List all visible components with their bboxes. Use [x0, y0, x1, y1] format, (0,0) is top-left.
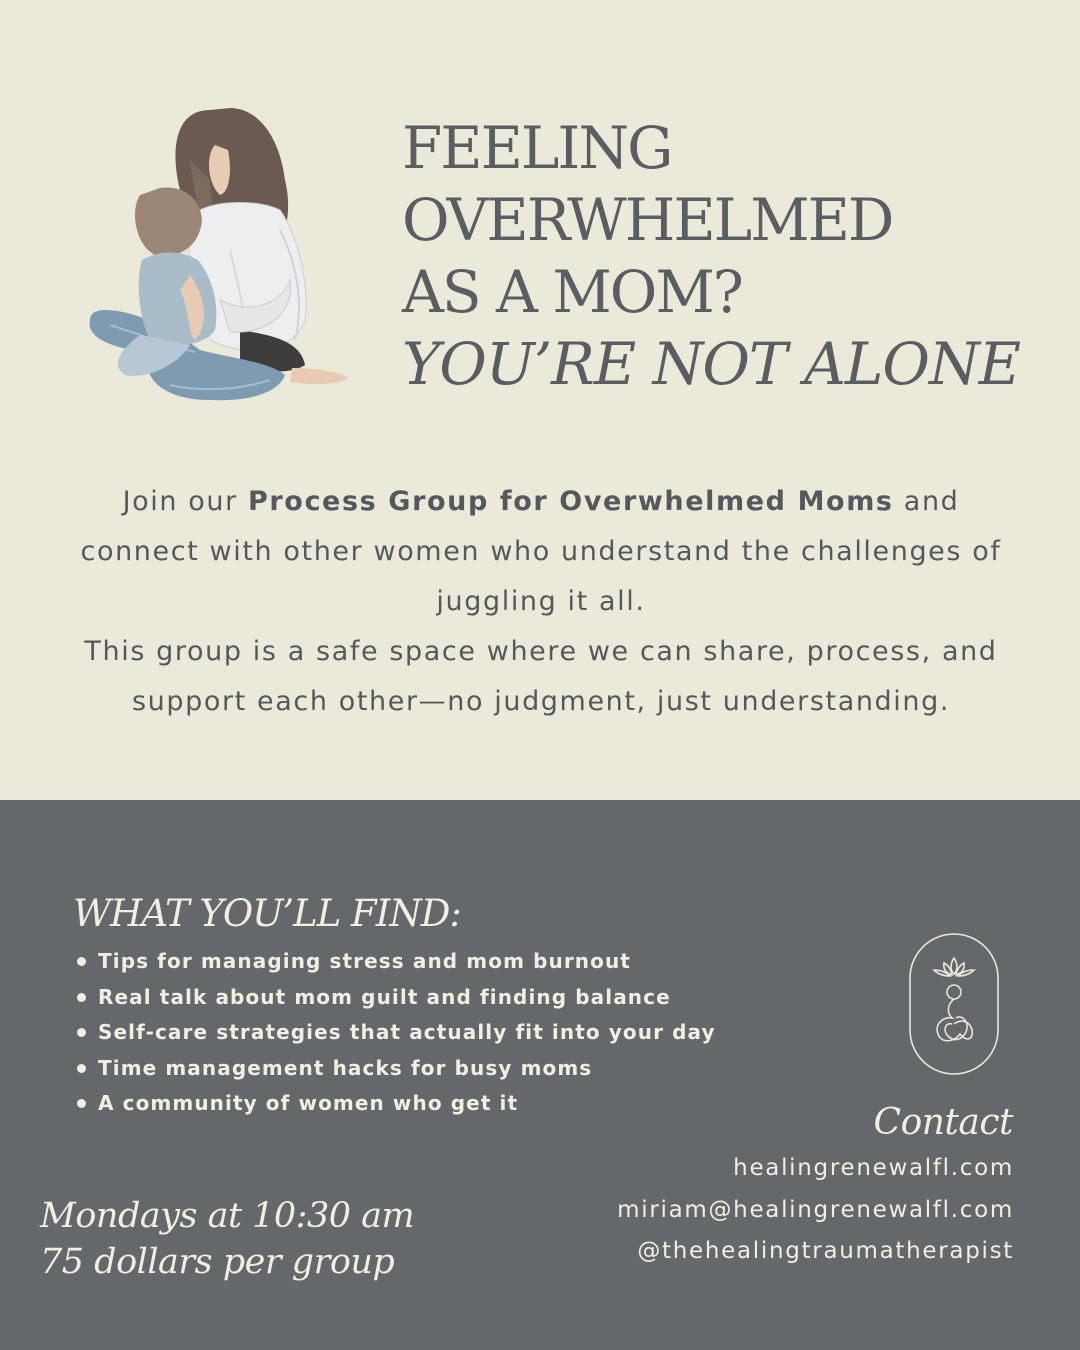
find-item-text: A community of women who get it	[98, 1091, 519, 1115]
intro-text	[60, 477, 1022, 727]
find-list-item	[76, 1015, 716, 1051]
contact-website-link[interactable]: healingrenewalfl.com	[733, 1155, 1014, 1181]
contact-social-handle[interactable]: @thehealingtraumatherapist	[637, 1238, 1014, 1264]
bullet-icon	[77, 1099, 86, 1108]
contact-heading: Contact	[873, 1102, 1013, 1143]
intro-lead: Join our	[122, 486, 238, 517]
headline-line-1: FEELING	[402, 114, 672, 182]
find-list-item	[76, 1086, 716, 1122]
bullet-icon	[77, 957, 86, 966]
headline-tagline: YOU’RE NOT ALONE	[402, 330, 1021, 398]
headline-line-2: OVERWHELMED	[402, 186, 893, 254]
find-item-text: Time management hacks for busy moms	[98, 1055, 593, 1080]
lotus-logo-icon	[908, 932, 1000, 1076]
find-list-item	[76, 980, 716, 1016]
find-item-text: Tips for managing stress and mom burnout	[98, 949, 631, 973]
bullet-icon	[77, 1064, 86, 1073]
intro-paragraph-1	[60, 477, 1022, 627]
intro-rest: and connect with other women who understand the challenges of juggling it all.	[80, 486, 1002, 617]
schedule-time: Mondays at 10:30 am	[40, 1196, 415, 1236]
schedule-price: 75 dollars per group	[40, 1242, 395, 1282]
mother-child-illustration	[80, 100, 360, 410]
intro-group-name: Process Group for Overwhelmed Moms	[248, 486, 894, 517]
headline	[402, 112, 1020, 400]
find-list-item	[76, 1051, 716, 1087]
headline-line-3: AS A MOM?	[402, 258, 742, 326]
bullet-icon	[77, 1028, 86, 1037]
intro-paragraph-2: This group is a safe space where we can share, process, and support each other—no judgment, just understanding.	[84, 636, 998, 717]
find-item-text: Self-care strategies that actually fit into your day	[98, 1020, 716, 1044]
find-item-text: Real talk about mom guilt and finding balance	[98, 984, 671, 1009]
contact-email-link[interactable]: miriam@healingrenewalfl.com	[617, 1196, 1014, 1223]
what-youll-find-heading: WHAT YOU’LL FIND:	[73, 892, 461, 935]
find-list-item	[76, 944, 716, 980]
contact-details	[617, 1148, 1014, 1273]
schedule-info	[40, 1193, 414, 1285]
bullet-icon	[77, 993, 86, 1002]
find-list	[76, 944, 716, 1122]
